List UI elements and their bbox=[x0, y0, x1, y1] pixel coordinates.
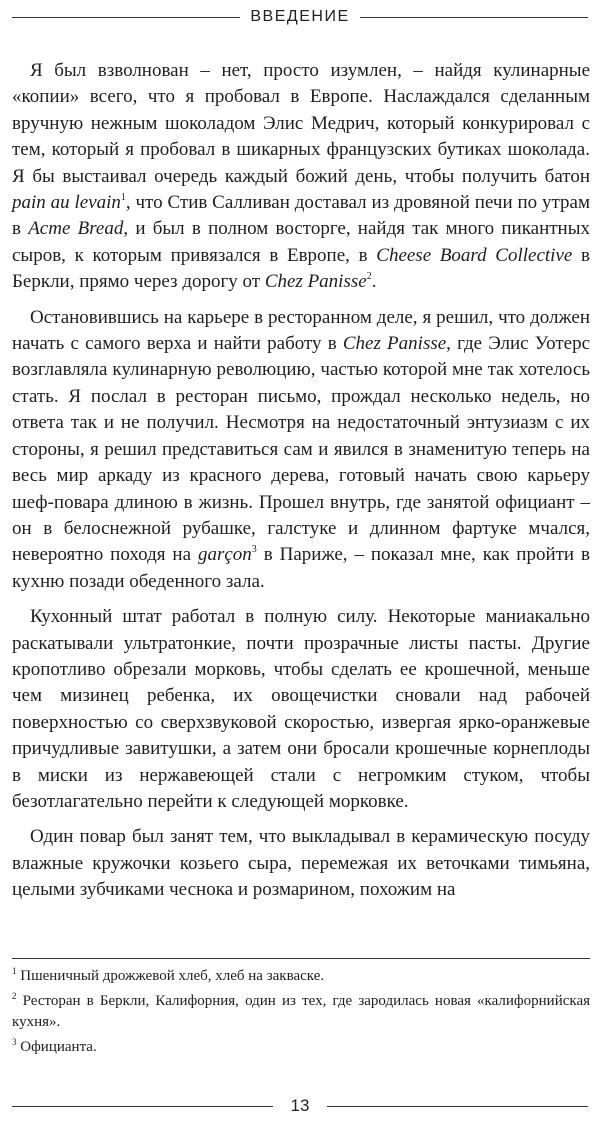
footer-rule-left bbox=[12, 1106, 273, 1107]
footer-rule-right bbox=[327, 1106, 588, 1107]
text-run: в Беркли, прямо через дорогу от bbox=[12, 244, 590, 293]
footnote-divider bbox=[12, 958, 590, 959]
footnote-ref: 3 bbox=[251, 544, 257, 556]
footnote-ref: 1 bbox=[120, 192, 126, 204]
footnote bbox=[12, 991, 590, 1034]
chapter-title: ВВЕДЕНИЕ bbox=[250, 8, 350, 25]
paragraph bbox=[12, 58, 590, 296]
paragraph bbox=[12, 604, 590, 815]
italic-term: Cheese Board Collective bbox=[376, 244, 573, 266]
paragraph bbox=[12, 305, 590, 595]
italic-term: Chez Panisse bbox=[342, 333, 447, 355]
body-text bbox=[12, 58, 590, 913]
text-run: Один повар был занят тем, что выкладывал в керамическую посуду влажные кружочки козьего сыра, перемежая их веточками тимьяна, целыми зубчиками чеснока и розмарином, похожим на bbox=[12, 826, 590, 901]
italic-term: Acme Bread bbox=[28, 218, 124, 240]
footnote-mark: 1 bbox=[12, 966, 17, 976]
footnote-mark: 3 bbox=[12, 1036, 17, 1047]
footnote-ref: 2 bbox=[366, 271, 372, 283]
text-run: . bbox=[371, 271, 377, 293]
text-run: в Париже, – показал мне, как пройти в кухню позади обеденного зала. bbox=[12, 544, 590, 592]
header-rule-right bbox=[360, 17, 588, 18]
footnote-text: Ресторан в Беркли, Калифорния, один из тех, где зародилась новая «калифорнийская кухня». bbox=[12, 992, 590, 1030]
text-run: , что Стив Салливан доставал из дровяной печи по утрам в bbox=[12, 192, 590, 240]
footnotes bbox=[12, 966, 590, 1061]
paragraph bbox=[12, 824, 590, 903]
running-header bbox=[12, 4, 588, 30]
footnote-text: Официанта. bbox=[16, 1038, 97, 1055]
footnote-mark: 2 bbox=[12, 990, 17, 1001]
page-number: 13 bbox=[290, 1096, 310, 1115]
text-run: Я был взволнован – нет, просто изумлен, – найдя кулинарные «копии» всего, что я пробовал в Европе. Наслаждался сделанным вручную нежным шоколадом Элис Медрич, который конкурировал с тем, который я пробовал в шикарных французских бутиках шоколада. Я бы выстаивал очередь каждый божий день, чтобы получить батон bbox=[12, 60, 590, 187]
text-run: , и был в полном восторге, найдя так много пикантных сыров, к которым привязался в Европе, в bbox=[12, 218, 590, 266]
text-run: , где Элис Уотерс возглавляла кулинарную революцию, частью которой мне так хотелось стать. Я послал в ресторан письмо, прождал несколько недель, но ответа так и не получил. Несмотря на недостаточный энтузиазм с их стороны, я решил представиться сам и явился в знаменитую теперь на весь мир аркаду из красного дерева, готовый начать свою карьеру шеф-повара длиною в жизнь. Прошел внутрь, где занятой официант – он в белоснежной рубашке, галстуке и длинном фартуке мчался, невероятно походя на bbox=[12, 333, 591, 566]
italic-term: garçon bbox=[197, 544, 252, 566]
italic-term: Chez Panisse bbox=[264, 271, 367, 293]
footnote bbox=[12, 966, 590, 988]
text-run: Остановившись на карьере в ресторанном деле, я решил, что должен начать с самого верха и найти работу в bbox=[12, 306, 590, 355]
italic-term: pain au levain bbox=[12, 192, 121, 214]
page-footer bbox=[12, 1094, 588, 1118]
footnote bbox=[12, 1037, 590, 1059]
text-run: Кухонный штат работал в полную силу. Некоторые маниакально раскатывали ультратонкие, почти прозрачные листы пасты. Другие кропотливо обрезали морковь, чтобы сделать ее крошечной, меньше чем мизинец ребенка, их овощечистки сновали над рабочей поверхностью со сверхзвуковой скоростью, извергая ярко-оранжевые причудливые завитушки, а затем они бросали крошечные корнеплоды в миски из нержавеющей стали с негромким стуком, чтобы безотлагательно перейти к следующей морковке. bbox=[12, 606, 590, 812]
footnote-text: Пшеничный дрожжевой хлеб, хлеб на закваске. bbox=[16, 968, 325, 984]
header-rule-left bbox=[12, 17, 240, 18]
